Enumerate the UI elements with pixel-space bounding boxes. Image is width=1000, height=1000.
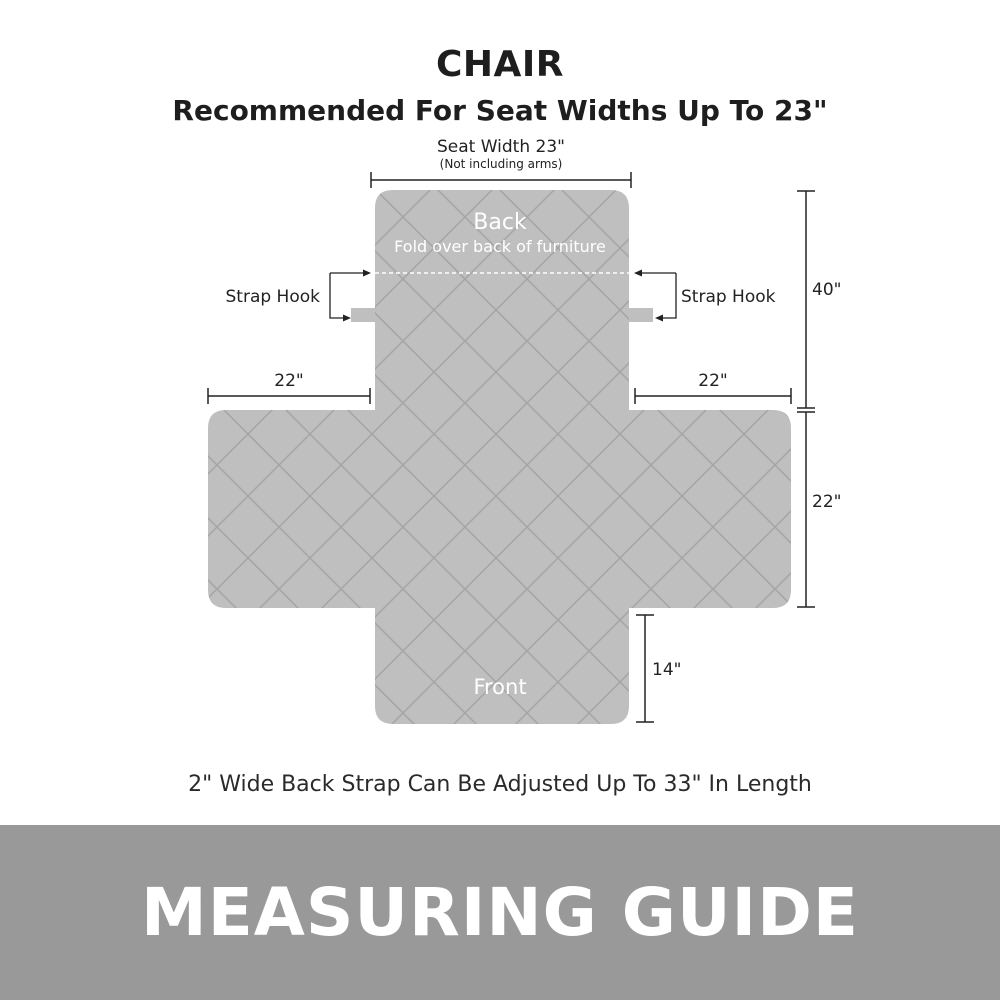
arrow-head-icon [634, 270, 642, 277]
arrow-head-icon [343, 315, 351, 322]
front-label: Front [473, 675, 527, 699]
back-label: Back [473, 210, 527, 235]
seat-width-label: Seat Width 23" [437, 137, 565, 157]
seat-width-dimension [371, 172, 631, 188]
banner-title: MEASURING GUIDE [141, 874, 859, 951]
strap-hook-left-tab [351, 308, 375, 322]
strap-note: 2" Wide Back Strap Can Be Adjusted Up To 33" In Length [188, 772, 812, 797]
seat-width-note: (Not including arms) [439, 157, 563, 171]
arrow-head-icon [655, 315, 663, 322]
strap-hook-left-label: Strap Hook [225, 287, 320, 307]
strap-hook-right-label: Strap Hook [681, 287, 776, 307]
strap-hook-right-tab [629, 308, 653, 322]
back-height-label: 40" [812, 280, 842, 300]
page-title: CHAIR [435, 44, 565, 85]
seat-depth-label: 22" [812, 492, 842, 512]
front-drop-label: 14" [652, 660, 682, 680]
right-arm-width-label: 22" [698, 371, 728, 391]
back-fold-note: Fold over back of furniture [394, 237, 606, 256]
arrow-head-icon [363, 270, 371, 277]
page-subtitle: Recommended For Seat Widths Up To 23" [172, 94, 828, 127]
measuring-guide-banner [0, 825, 1000, 1000]
left-arm-width-label: 22" [274, 371, 304, 391]
chair-cover-shape [208, 190, 791, 724]
